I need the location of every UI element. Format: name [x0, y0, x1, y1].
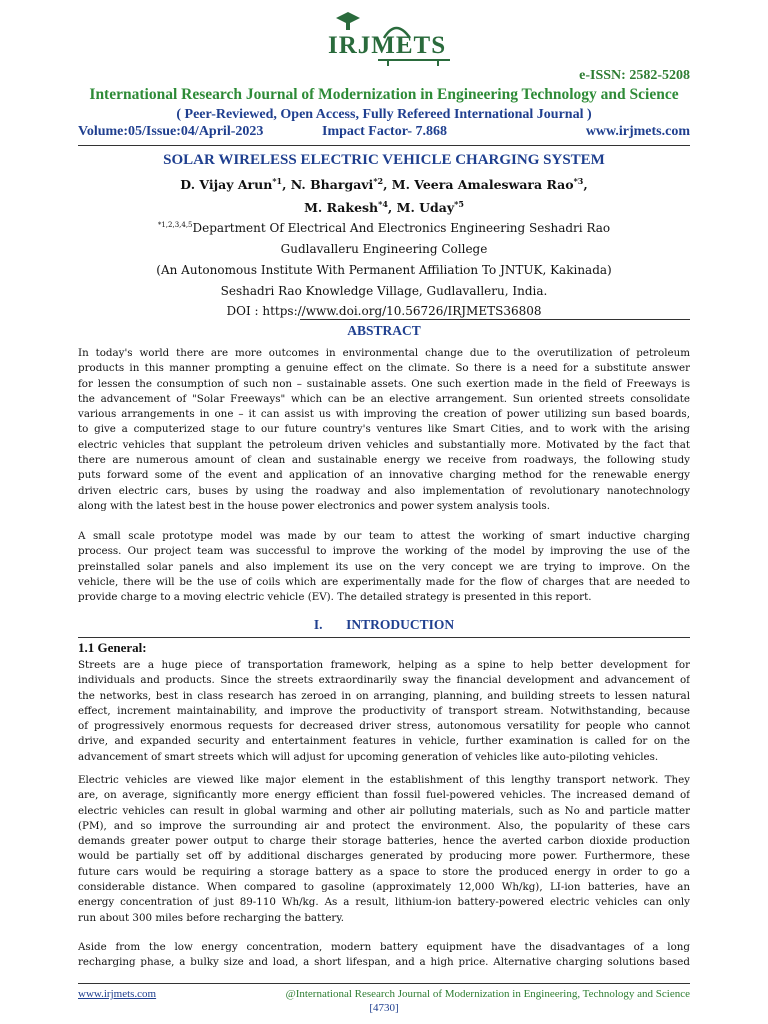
text-line: various arrangements in one – it can assist us with improving the creation of power utilizing sun based boards,	[78, 408, 690, 421]
text-line: would be partially set off by additional discharges generated by producing more power. Furthermore, these	[78, 850, 690, 863]
footer-website-link[interactable]: www.irjmets.com	[78, 988, 157, 1000]
footer-divider	[78, 983, 690, 984]
authors-line-1: D. Vijay Arun$^{*1}$, N. Bhargavi$^{*2}$, M. Veera Amaleswara Rao$^{*3}$,	[180, 176, 588, 193]
text-line: recharging phase, a bulky size and load, a short lifespan, and a high price. Alternative charging solutions based	[78, 956, 690, 969]
intro-paragraph-1	[78, 658, 690, 765]
text-line: In today's world there are more outcomes in environmental change due to the overutilization of petroleum	[78, 347, 690, 359]
abstract-paragraph-2	[78, 529, 690, 605]
text-line: there are numerous amount of clean and sustainable energy we receive from roadways, the following study	[78, 454, 690, 467]
text-line: are, on average, significantly more energy efficient than fossil fuel-powered vehicles. The increased demand of	[78, 789, 690, 802]
text-line: electric vehicles that supplant the petroleum driven vehicles and substantially more. Motivated by the fact that	[78, 438, 690, 451]
impact-factor: Impact Factor- 7.868	[322, 124, 448, 139]
journal-name: International Research Journal of Modernization in Engineering Technology and Science	[89, 86, 679, 103]
text-line: along with the latest best in the house power electronics and power system analysis tools.	[78, 499, 550, 512]
volume-info: Volume:05/Issue:04/April-2023	[78, 124, 264, 139]
text-line: provide charge to a moving electric vehicle (EV). The detailed strategy is presented in this report.	[78, 591, 592, 604]
header-divider	[78, 145, 690, 146]
text-line: effect, increment maintainability, and improve the productivity of transport stream. Notwithstanding, because	[78, 704, 690, 717]
doi-divider	[300, 319, 690, 320]
affiliation-line-3: (An Autonomous Institute With Permanent Affiliation To JNTUK, Kakinada)	[156, 263, 612, 277]
text-line: preinstalled solar panels and also implement its use on the very concept we are trying to improve. On the	[78, 560, 690, 573]
text-line: process. Our project team was successful to improve the working of the model by improving the use of the	[78, 545, 690, 558]
logo-text: IRJMETS	[328, 32, 447, 59]
text-line: demands greater power output to charge their storage batteries, hence the averted carbon dioxide production	[78, 835, 690, 848]
text-line: puts forward some of the event and application of an innovative charging method for the renewable energy	[78, 469, 690, 482]
text-line: run about 300 miles before recharging the battery.	[78, 911, 345, 924]
intro-paragraph-3	[78, 940, 690, 971]
page-number: [4730]	[369, 1002, 399, 1014]
peer-review-line: ( Peer-Reviewed, Open Access, Fully Refereed International Journal )	[176, 107, 592, 122]
affiliation-line-1: $^{*1,2,3,4,5}$Department Of Electrical And Electronics Engineering Seshadri Rao	[157, 221, 611, 235]
introduction-heading	[78, 617, 690, 633]
section-number: I.	[313, 617, 323, 632]
affiliation-line-4: Seshadri Rao Knowledge Village, Gudlavalleru, India.	[220, 284, 548, 298]
authors-line-2: M. Rakesh$^{*4}$, M. Uday$^{*5}$	[304, 199, 464, 216]
text-line: Aside from the low energy concentration, modern battery equipment have the disadvantages of a long	[78, 941, 690, 953]
affiliation-line-2: Gudlavalleru Engineering College	[280, 242, 488, 256]
text-line: advancement of smart streets which will adjust for upcoming generation of vehicles like auto-piloting vehicles.	[78, 750, 659, 763]
text-line: Electric vehicles are viewed like major element in the establishment of this lengthy transport network. They	[78, 774, 690, 786]
text-line: considerable distance. When compared to gasoline (approximately 12,000 Wh/kg), LI-ion batteries, have an	[78, 881, 690, 894]
text-line: electric vehicles can result in global warming and other air polluting materials, such as No and particle matter	[78, 804, 690, 817]
issn: e-ISSN: 2582-5208	[579, 68, 690, 83]
section-title: INTRODUCTION	[346, 617, 455, 632]
text-line: energy concentration of just 89-110 Wh/kg. As a result, lithium-ion battery-powered electric vehicles can only	[78, 896, 690, 909]
text-line: for lessen the consumption of such non – sustainable assets. One such exertion made in the field of Freeways is	[78, 377, 690, 390]
text-line: individuals and products. Since the streets extraordinarily sway the financial development and advancement of	[78, 674, 690, 687]
text-line: future cars would be requiring a storage battery as a space to store the produced energy in order to go a	[78, 865, 690, 878]
text-line: products in this manner prompting a genuine effect on the climate. So there is a need for a substitute answer	[78, 362, 690, 375]
footer-copyright: @International Research Journal of Modernization in Engineering, Technology and Science	[285, 988, 690, 1000]
paper-title: SOLAR WIRELESS ELECTRIC VEHICLE CHARGING SYSTEM	[163, 152, 605, 168]
journal-website[interactable]: www.irjmets.com	[585, 124, 690, 139]
text-line: (PM), and so improve the surrounding air and protect the environment. Also, the popularity of these cars	[78, 819, 690, 832]
text-line: driven electric cars, buses by using the roadway and also implementation of revolutionary nanotechnology	[78, 484, 690, 497]
doi-link[interactable]: DOI : https://www.doi.org/10.56726/IRJMETS36808	[226, 304, 542, 318]
text-line: drive, and expanded security and entertainment features in vehicle, further examination is called for on the	[78, 735, 690, 748]
abstract-heading: ABSTRACT	[347, 323, 421, 338]
text-line: to give a computerized stage to our future country's ventures like Smart Cities, and to work with the arising	[78, 423, 690, 436]
text-line: Streets are a huge piece of transportation framework, helping as a spine to help better development for	[78, 659, 690, 671]
text-line: vehicle, there will be the use of coils which are experimentally made for the flow of charges that are needed to	[78, 575, 690, 588]
intro-paragraph-2	[78, 773, 690, 926]
text-line: of progressively enormous requests for decreased driver stress, autonomous versatility for people who cannot	[78, 720, 690, 733]
introduction-divider	[78, 637, 690, 638]
text-line: the advancement of "Solar Freeways" which can be an elective arrangement. Sun oriented streets consolidate	[78, 392, 690, 405]
volume-row	[78, 124, 690, 144]
journal-logo	[318, 10, 458, 68]
text-line: A small scale prototype model was made by our team to attest the working of smart inductive charging	[78, 530, 690, 542]
abstract-paragraph-1	[78, 346, 690, 514]
text-line: the networks, best in class research has zeroed in on arranging, planning, and building streets to lessen natural	[78, 689, 690, 702]
subsection-heading: 1.1 General:	[78, 640, 147, 655]
